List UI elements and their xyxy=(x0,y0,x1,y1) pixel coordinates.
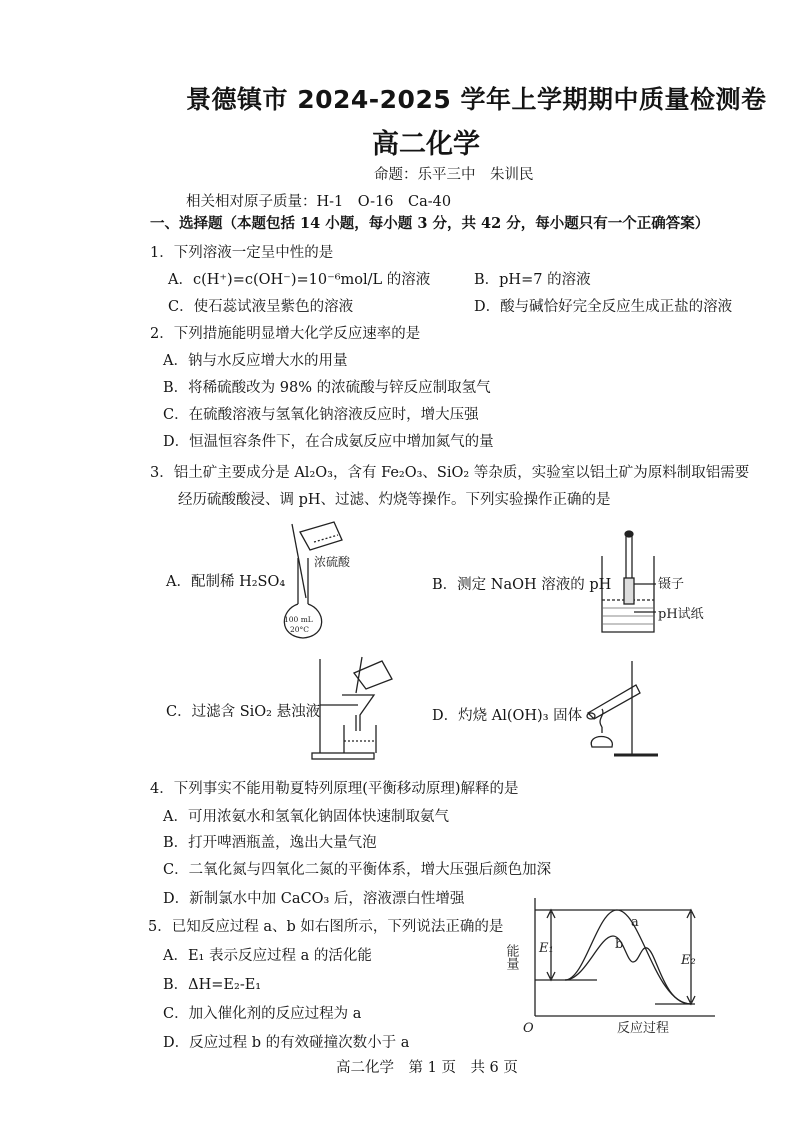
page-footer: 高二化学 第 1 页 共 6 页 xyxy=(336,1060,518,1076)
pouring-beaker xyxy=(354,661,392,689)
q5-option-d: D．反应过程 b 的有效碰撞次数小于 a xyxy=(163,1035,410,1051)
graph-origin: O xyxy=(523,1021,534,1036)
q3-option-c: C．过滤含 SiO₂ 悬浊液 xyxy=(166,704,321,720)
atomic-masses: 相关相对原子质量：H-1 O-16 Ca-40 xyxy=(186,194,452,210)
flask-volume: 100 mL xyxy=(284,615,313,624)
q5-stem: 5．已知反应过程 a、b 如右图所示，下列说法正确的是 xyxy=(148,919,504,935)
q2-option-a: A．钠与水反应增大水的用量 xyxy=(163,353,348,369)
q3-option-a: A．配制稀 H₂SO₄ xyxy=(166,574,286,590)
label-tweezers: 镊子 xyxy=(658,577,685,592)
q1-option-c: C．使石蕊试液呈紫色的溶液 xyxy=(168,299,354,315)
author-line: 命题：乐平三中 朱训民 xyxy=(374,167,534,183)
q1-option-d: D．酸与碱恰好完全反应生成正盐的溶液 xyxy=(474,299,733,315)
q4-option-b: B．打开啤酒瓶盖，逸出大量气泡 xyxy=(163,835,377,851)
apparatus-c-figure xyxy=(312,655,417,765)
q3-stem-line1: 3．铝土矿主要成分是 Al₂O₃，含有 Fe₂O₃、SiO₂ 等杂质，实验室以铝土矿为原料制取铝需要 xyxy=(150,465,750,481)
q4-option-c: C．二氧化氮与四氧化二氮的平衡体系，增大压强后颜色加深 xyxy=(163,862,552,878)
exam-title: 景德镇市 2024-2025 学年上学期期中质量检测卷 xyxy=(186,85,767,114)
flame xyxy=(600,709,603,727)
ph-paper xyxy=(624,578,634,604)
label-conc-acid: 浓硫酸 xyxy=(314,555,351,569)
q5-option-a: A．E₁ 表示反应过程 a 的活化能 xyxy=(163,948,372,964)
q2-option-d: D．恒温恒容条件下，在合成氨反应中增加氮气的量 xyxy=(163,434,494,450)
q4-stem: 4．下列事实不能用勒夏特列原理(平衡移动原理)解释的是 xyxy=(150,781,519,797)
beaker-tilted xyxy=(300,522,342,550)
q3-stem-line2: 经历硫酸酸浸、调 pH、过滤、灼烧等操作。下列实验操作正确的是 xyxy=(178,492,611,508)
graph-e2-label: E₂ xyxy=(681,953,696,968)
q3-option-d: D．灼烧 Al(OH)₃ 固体 xyxy=(432,708,583,724)
alcohol-lamp xyxy=(591,737,612,748)
label-ph-paper: pH试纸 xyxy=(658,607,704,622)
apparatus-a-figure xyxy=(270,518,370,643)
q5-option-c: C．加入催化剂的反应过程为 a xyxy=(163,1006,362,1022)
glass-rod xyxy=(292,524,306,598)
graph-curve-b-label: b xyxy=(615,937,624,952)
q2-option-c: C．在硫酸溶液与氢氧化钠溶液反应时，增大压强 xyxy=(163,407,479,423)
q1-option-a: A．c(H⁺)=c(OH⁻)=10⁻⁶mol/L 的溶液 xyxy=(168,272,431,288)
q2-stem: 2．下列措施能明显增大化学反应速率的是 xyxy=(150,326,421,342)
q1-option-b: B．pH=7 的溶液 xyxy=(474,272,591,288)
q3-option-b: B．测定 NaOH 溶液的 pH xyxy=(432,577,612,593)
curve-b xyxy=(565,936,691,1004)
apparatus-d-figure xyxy=(586,655,696,765)
q4-option-d: D．新制氯水中加 CaCO₃ 后，溶液漂白性增强 xyxy=(163,891,465,907)
q4-option-a: A．可用浓氨水和氢氧化钠固体快速制取氨气 xyxy=(163,809,449,825)
flask-temp: 20°C xyxy=(290,625,310,634)
graph-xlabel: 反应过程 xyxy=(617,1021,670,1036)
graph-e1-label: E₁ xyxy=(539,941,554,956)
graph-ylabel: 能量 xyxy=(503,944,519,970)
energy-diagram xyxy=(505,892,730,1042)
q1-stem: 1．下列溶液一定呈中性的是 xyxy=(150,245,334,261)
subject-title: 高二化学 xyxy=(372,129,480,160)
funnel xyxy=(342,695,374,731)
q2-option-b: B．将稀硫酸改为 98% 的浓硫酸与锌反应制取氢气 xyxy=(163,380,491,396)
q5-option-b: B．ΔH=E₂-E₁ xyxy=(163,977,262,993)
apparatus-b-figure xyxy=(598,528,708,643)
stand-base xyxy=(312,753,374,759)
section-heading: 一、选择题（本题包括 14 小题，每小题 3 分，共 42 分，每小题只有一个正确答案） xyxy=(150,215,710,232)
graph-curve-a-label: a xyxy=(631,915,639,930)
